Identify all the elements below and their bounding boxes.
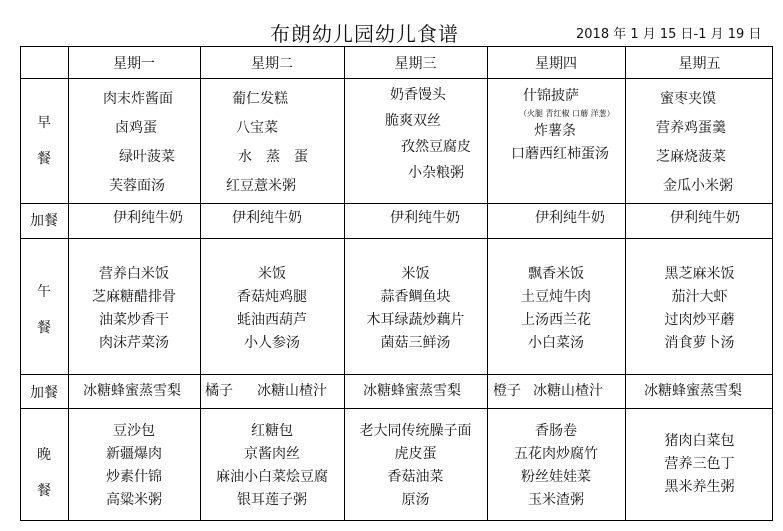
row-divider (21, 374, 772, 375)
day-header-thu: 星期四 (535, 56, 577, 72)
snack-morning-tue: 伊利纯牛奶 (232, 210, 302, 226)
breakfast-fri: 蜜枣夹馍 营养鸡蛋羹 芝麻烧菠菜 金瓜小米粥 (656, 91, 733, 194)
snack-afternoon-tue: 橘子 冰糖山楂汁 (205, 383, 327, 399)
row-divider (21, 203, 772, 204)
lunch-tue: 米饭 香菇炖鸡腿 蚝油西葫芦 小人参汤 (237, 266, 307, 351)
meal-label-snack-morning: 加餐 (30, 213, 58, 229)
lunch-fri: 黑芝麻米饭 茄汁大虾 过肉炒平蘑 消食萝卜汤 (664, 266, 735, 351)
page-title: 布朗幼儿园幼儿食谱 (270, 22, 459, 46)
breakfast-wed: 奶香馒头 脆爽双丝 孜然豆腐皮 小杂粮粥 (385, 87, 471, 181)
day-header-wed: 星期三 (394, 56, 437, 72)
row-divider (21, 238, 772, 239)
date-range: 2018 年 1 月 15 日-1 月 19 日 (576, 27, 762, 42)
snack-afternoon-mon: 冰糖蜂蜜蒸雪梨 (83, 383, 181, 399)
menu-table (20, 46, 773, 521)
dinner-mon: 豆沙包 新疆爆肉 炒素什锦 高粱米粥 (106, 423, 162, 508)
snack-morning-fri: 伊利纯牛奶 (670, 210, 740, 226)
row-divider (21, 78, 772, 79)
breakfast-mon: 肉末炸酱面 卤鸡蛋 绿叶菠菜 芙蓉面汤 (103, 91, 175, 194)
snack-morning-wed: 伊利纯牛奶 (390, 210, 460, 226)
dinner-wed: 老大同传统臊子面 虎皮蛋 香菇油菜 原汤 (359, 423, 472, 508)
lunch-wed: 米饭 蒜香鲷鱼块 木耳绿蔬炒藕片 菌菇三鲜汤 (366, 266, 465, 351)
lunch-thu: 飘香米饭 土豆炖牛肉 上汤西兰花 小白菜汤 (521, 266, 591, 351)
day-header-tue: 星期二 (251, 56, 293, 72)
dinner-tue: 红糖包 京酱肉丝 麻油小白菜烩豆腐 银耳莲子粥 (216, 423, 328, 508)
meal-label-lunch: 午 餐 (37, 284, 51, 336)
breakfast-thu: 什锦披萨 （火腿 青红椒 口蘑 洋葱） 炸薯条 口蘑西红柿蛋汤 (511, 88, 615, 162)
breakfast-thu-ingredients: （火腿 青红椒 口蘑 洋葱） (519, 109, 615, 118)
snack-afternoon-fri: 冰糖蜂蜜蒸雪梨 (644, 383, 742, 399)
breakfast-tue: 葡仁发糕 八宝菜 水 蒸 蛋 红豆薏米粥 (226, 91, 308, 194)
snack-morning-mon: 伊利纯牛奶 (113, 210, 183, 226)
dinner-fri: 猪肉白菜包 营养三色丁 黑米养生粥 (664, 433, 735, 495)
row-divider (21, 408, 772, 409)
lunch-mon: 营养白米饭 芝麻糖醋排骨 油菜炒香干 肉沫芹菜汤 (92, 266, 176, 351)
meal-label-dinner: 晚 餐 (37, 447, 51, 499)
meal-label-breakfast: 早 餐 (37, 115, 51, 167)
snack-morning-thu: 伊利纯牛奶 (535, 210, 605, 226)
day-header-fri: 星期五 (678, 56, 721, 72)
snack-afternoon-thu: 橙子 冰糖山楂汁 (493, 383, 603, 399)
dinner-thu: 香肠卷 五花肉炒腐竹 粉丝娃娃菜 玉米渣粥 (514, 423, 598, 508)
meal-label-snack-afternoon: 加餐 (30, 385, 58, 401)
day-header-mon: 星期一 (113, 56, 155, 72)
snack-afternoon-wed: 冰糖蜂蜜蒸雪梨 (363, 383, 461, 399)
